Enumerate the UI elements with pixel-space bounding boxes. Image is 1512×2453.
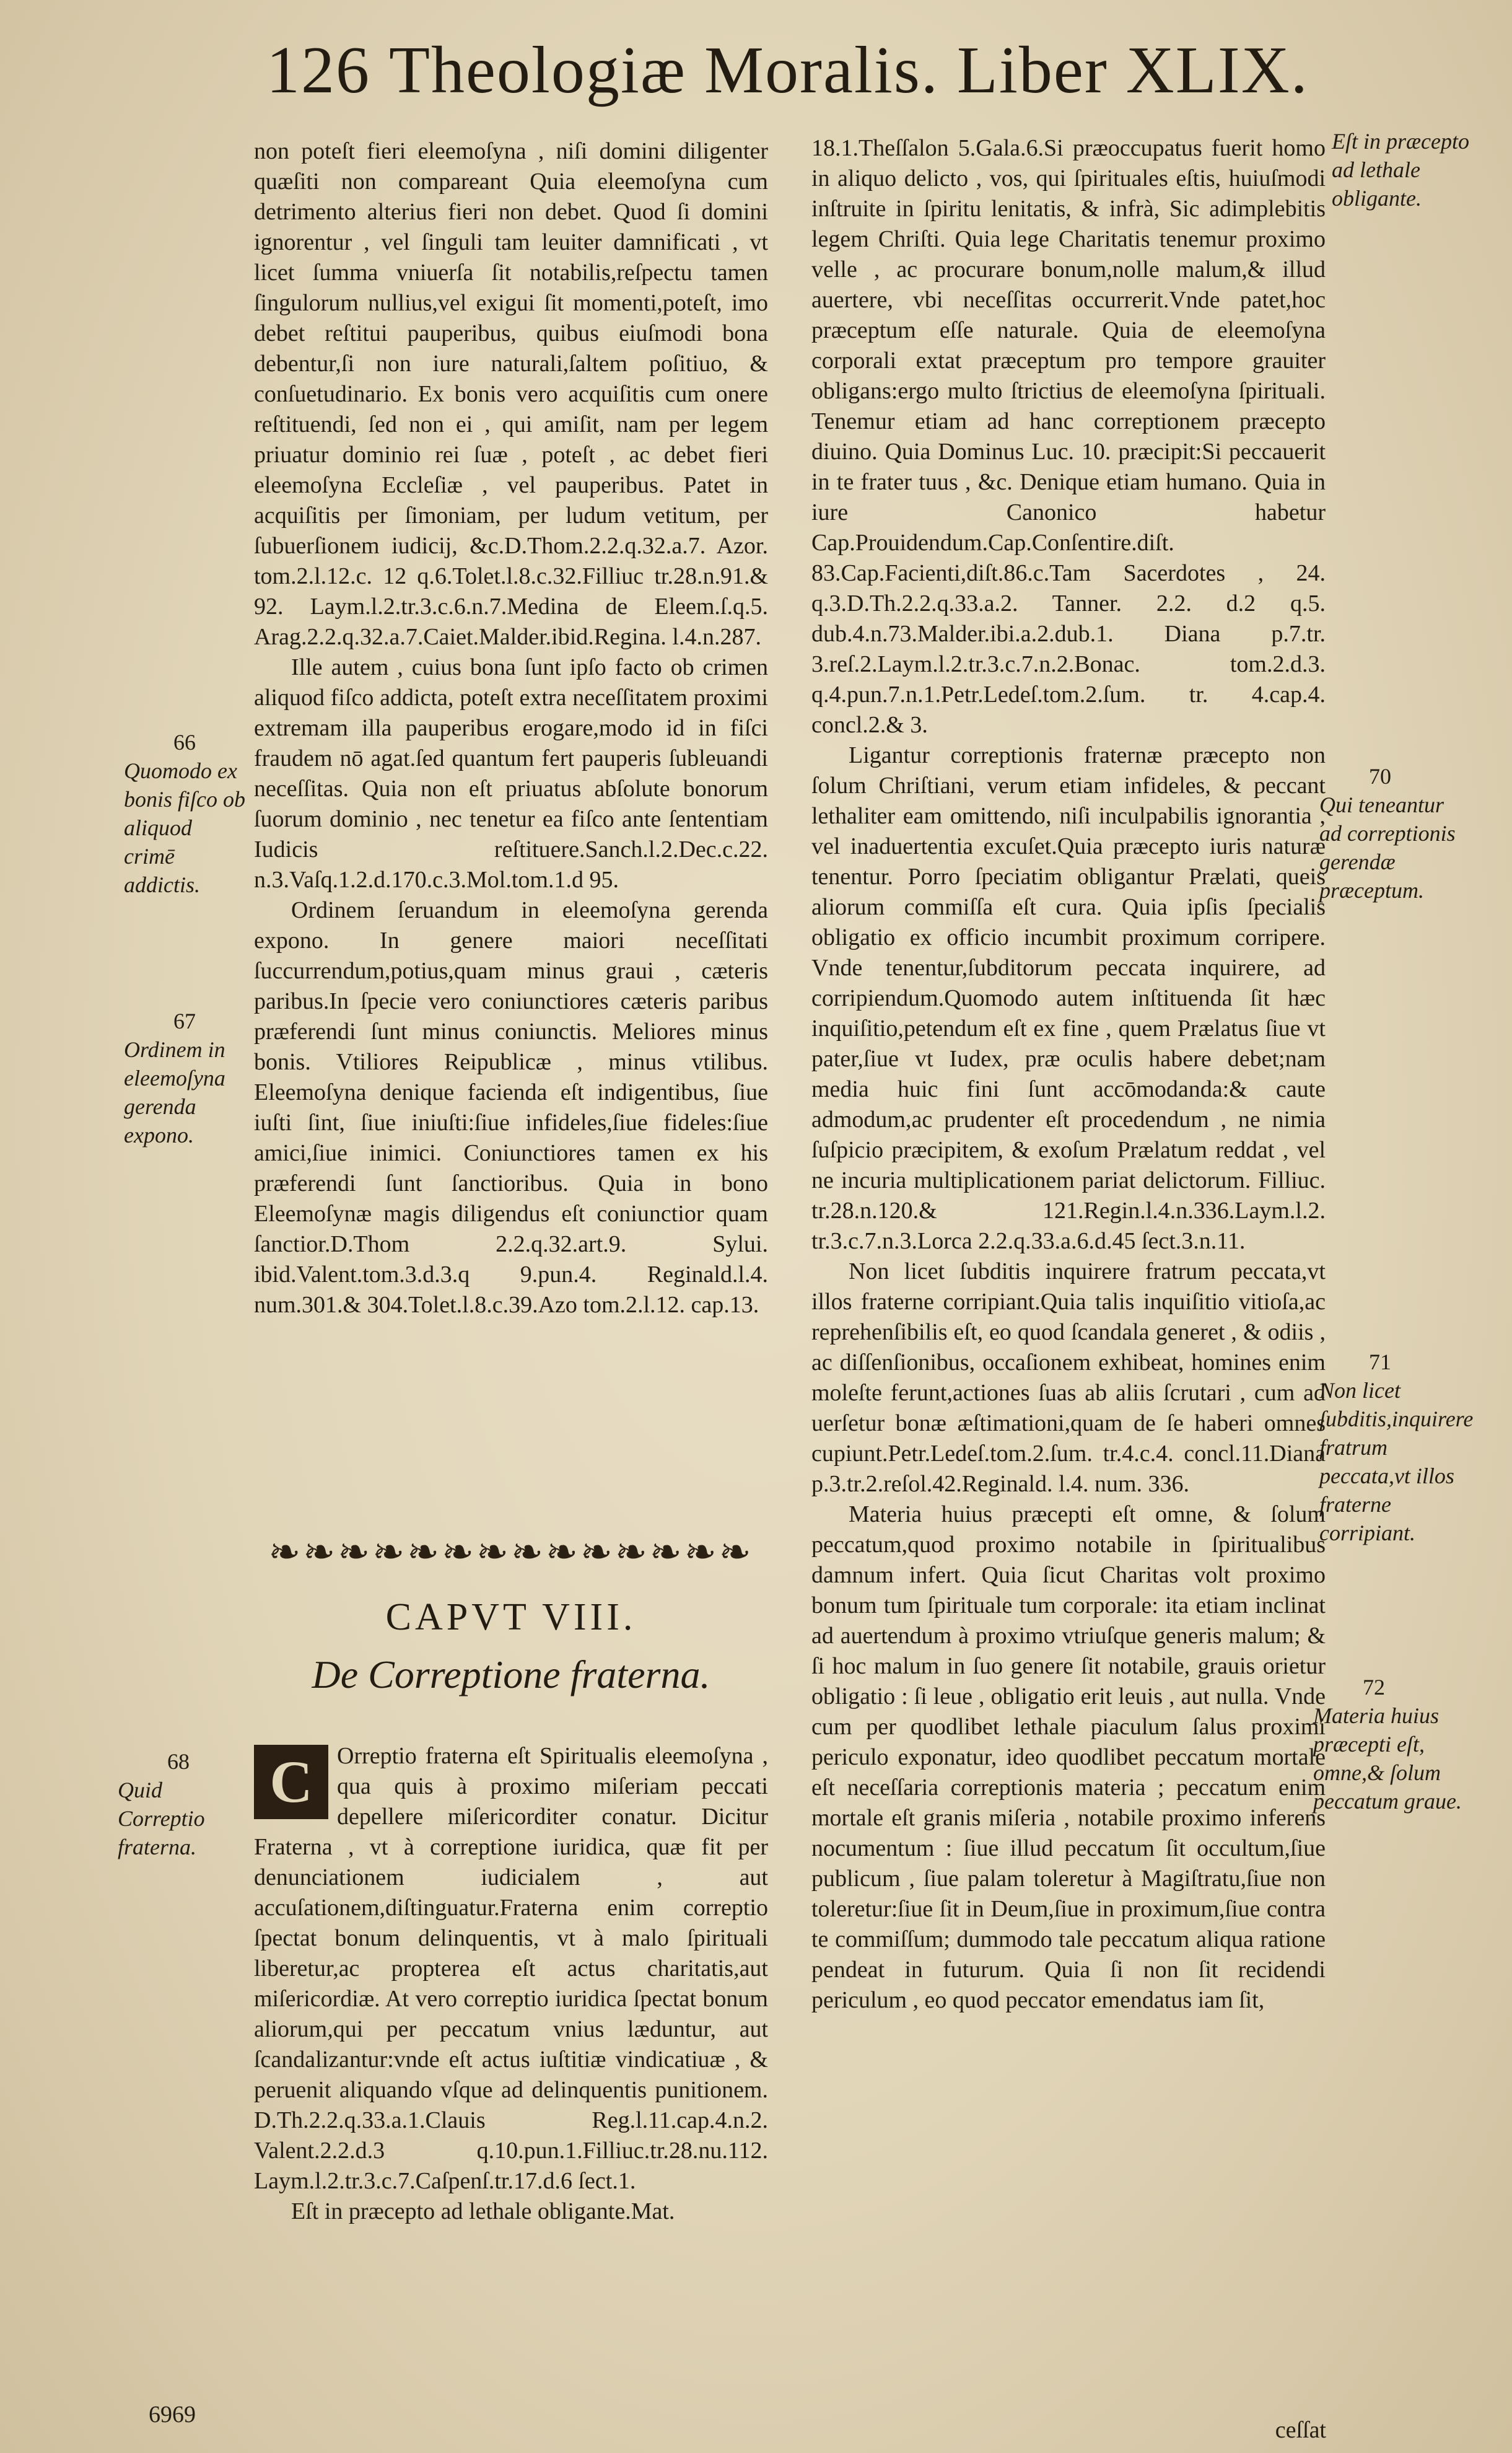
chapter-heading <box>254 1595 768 1698</box>
running-title: Theologiæ Moralis. Liber XLIX. <box>389 33 1309 107</box>
catchword: ceſſat <box>1275 2417 1326 2443</box>
margin-note-praecepto: Eſt in præcepto ad lethale obligante. <box>1332 129 1469 211</box>
margin-note-70: 70 Qui teneantur ad correptionis gerendæ præceptum. <box>1319 764 1456 903</box>
paragraph: Ille autem , cuius bona ſunt ipſo facto ob crimen aliquod fiſco addicta, poteſt extra neceſſitatem proximi extremam illa pauperibus erogare,modo id in fiſci fraudem nō agat.ſed quantum fert pauperis ſubleuandi neceſſitas. Quia non eſt priuatus abſolute bonorum ſuorum dominio , nec tenetur ea fiſco ante ſententiam Iudicis reſtituere.Sanch.l.2.Dec.c.22. n.3.Vaſq.1.2.d.170.c.3.Mol.tom.1.d 95. <box>254 654 768 893</box>
right-text-column <box>811 133 1326 2016</box>
chapter-subtitle: De Correptione fraterna. <box>312 1652 710 1696</box>
chapter-title: CAPVT VIII. <box>385 1596 637 1638</box>
page-number: 126 <box>266 33 370 107</box>
margin-note-72: 72 Materia huius præcepti eſt, omne,& ſolum peccatum graue. <box>1313 1675 1462 1814</box>
paragraph: Ordinem ſeruandum in eleemoſyna gerenda expono. In genere maiori neceſſitati ſuccurrendum,potius,quam minus graui , cæteris paribus.In ſpecie vero coniunctiores cæteris paribus præferendi ſunt minus coniunctis. Meliores minus bonis. Vtiliores Reipublicæ , minus vtilibus. Eleemoſyna denique facienda eſt indigentibus, ſiue iuſti ſint, ſiue iniuſti:ſiue infideles,ſiue fideles:ſiue amici,ſiue inimici. Coniunctiores tamen ex his præferendi ſunt ſanctioribus. Quia in bono Eleemoſynæ magis diligendus eſt coniunctior quam ſanctior.D.Thom 2.2.q.32.art.9. Sylui. ibid.Valent.tom.3.d.3.q 9.pun.4. Reginald.l.4. num.301.& 304.Tolet.l.8.c.39.Azo tom.2.l.12. cap.13. <box>254 897 768 1318</box>
paragraph: Eſt in præcepto ad lethale obligante.Mat. <box>291 2198 675 2224</box>
margin-number-69: 6969 <box>149 2402 196 2428</box>
decorative-ornament-band: ❧❧❧❧❧❧❧❧❧❧❧❧❧❧ <box>268 1529 754 1574</box>
paragraph: Non licet ſubditis inquirere fratrum peccata,vt illos fraterne corripiant.Quia talis inquiſitio vitioſa,ac reprehenſibilis eſt, eo quod ſcandala generet , & odiis , ac diſſenſionibus, occaſionem exhibeat, homines enim moleſte ferunt,actiones ſuas ab aliis ſcrutari , cum ad uerſetur bonæ æſtimationi,quam de ſe haberi omnes cupiunt.Petr.Ledeſ.tom.2.ſum. tr.4.c.4. concl.11.Diana p.3.tr.2.reſol.42.Reginald. l.4. num. 336. <box>811 1258 1326 1497</box>
paragraph: Ligantur correptionis fraternæ præcepto non ſolum Chriſtiani, verum etiam infideles, & peccant lethaliter eam omittendo, niſi inculpabilis ignorantia , vel inaduertentia excuſet.Quia præcepto iuris naturæ tenentur. Porro ſpeciatim obligantur Prælati, queis aliorum commiſſa eſt cura. Quia ipſis ſpecialis obligatio ex officio incumbit proximum corripere. Vnde tenentur,ſubditorum peccata inquirere, ad corripiendum.Quomodo autem inſtituenda ſit hæc inquiſitio,petendum eſt ex fine , quem Prælatus ſiue vt pater,ſiue vt Iudex, præ oculis habere debet;nam media huic fini ſunt accōmodanda:& caute admodum,ac prudenter eſt procedendum , ne nimia ſuſpicio præcipitem, & exoſum Prælatum reddat , vel ne incuria multiplicationem pariat delictorum. Filliuc. tr.28.n.120.& 121.Regin.l.4.n.336.Laym.l.2. tr.3.c.7.n.3.Lorca 2.2.q.33.a.6.d.45 ſect.3.n.11. <box>811 742 1326 1254</box>
drop-capital: C <box>254 1745 328 1819</box>
paragraph: 18.1.Theſſalon 5.Gala.6.Si præoccupatus fuerit homo in aliquo delicto , vos, qui ſpirituales eſtis, huiuſmodi inſtruite in ſpiritu lenitatis, & infrà, Sic adimplebitis legem Chriſti. Quia lege Charitatis tenemur proximo velle , ac procurare bonum,nolle malum,& illud auertere, vbi neceſſitas occurrerit.Vnde patet,hoc præceptum eſſe naturale. Quia de eleemoſyna corporali extat præceptum pro tempore grauiter obligans:ergo multo ſtrictius de eleemoſyna ſpirituali. Tenemur etiam ad hanc correptionem præcepto diuino. Quia Dominus Luc. 10. præcipit:Si peccauerit in te frater tuus , &c. Denique etiam humano. Quia in iure Canonico habetur Cap.Prouidendum.Cap.Conſentire.diſt. 83.Cap.Facienti,diſt.86.c.Tam Sacerdotes , 24. q.3.D.Th.2.2.q.33.a.2. Tanner. 2.2. d.2 q.5. dub.4.n.73.Malder.ibi.a.2.dub.1. Diana p.7.tr. 3.reſ.2.Laym.l.2.tr.3.c.7.n.2.Bonac. tom.2.d.3. q.4.pun.7.n.1.Petr.Ledeſ.tom.2.ſum. tr. 4.cap.4. concl.2.& 3. <box>811 135 1326 738</box>
margin-note-67: 67 Ordinem in eleemoſyna gerenda expono. <box>124 1009 225 1148</box>
margin-note-71: 71 Non licet ſubditis,inquirere fratrum peccata,vt illos fraterne corripiant. <box>1319 1349 1474 1545</box>
running-header <box>266 32 1350 131</box>
margin-note-68: 68 Quid Correptio fraterna. <box>118 1749 205 1859</box>
paragraph-with-dropcap: C Orreptio fraterna eſt Spiritualis eleemoſyna , qua quis à proximo miſeriam peccati depellere miſericorditer conatur. Dicitur Fraterna , vt à correptione iuridica, quæ fit per denunciationem iudicialem , aut accuſationem,diſtinguatur.Fraterna enim correptio ſpectat bonum delinquentis, vt à malo ſpirituali liberetur,ac propterea eſt actus charitatis,aut miſericordiæ. At vero correptio iuridica ſpectat bonum aliorum,qui per peccatum vnius læduntur, aut ſcandalizantur:vnde eſt actus iuſtitiæ vindicatiuæ , & peruenit aliquando vſque ad delinquentis punitionem. D.Th.2.2.q.33.a.1.Clauis Reg.l.11.cap.4.n.2. Valent.2.2.d.3 q.10.pun.1.Filliuc.tr.28.nu.112. Laym.l.2.tr.3.c.7.Caſpenſ.tr.17.d.6 ſect.1. <box>254 1743 768 2194</box>
left-text-column-lower <box>254 1741 768 2227</box>
paragraph: Materia huius præcepti eſt omne, & ſolum peccatum,quod proximo notabile in ſpiritualibus damnum infert. Quia ſicut Charitas volt proximo bonum tum ſpirituale tum corporale: ita etiam inclinat ad auertendum à proximo vtriuſque generis malum; & ſi hoc malum in ſuo genere ſit notabile, grauis orietur obligatio : ſi leue , obligatio erit leuis , aut nulla. Vnde cum per quodlibet lethale piaculum ſalus proximi periculo exponatur, ideo quodlibet peccatum mortale eſt neceſſaria correptionis materia ; peccatum enim mortale eſt granis miſeria , notabile proximo inferens nocumentum : ſiue illud peccatum ſit occultum,ſiue publicum , ſiue palam toleretur à Magiſtratu,ſiue non toleretur:ſiue ſit in Deum,ſiue in proximum,ſiue contra te commiſſum; dummodo tale peccatum aliqua ratione pendeat in futurum. Quia ſi non ſit recidendi periculum , eo quod peccator emendatus iam ſit, <box>811 1501 1326 2013</box>
left-text-column <box>254 136 768 1320</box>
paragraph: non poteſt fieri eleemoſyna , niſi domini diligenter quæſiti non compareant Quia eleemoſyna cum detrimento alterius fieri non debet. Quod ſi domini ignorentur , vel ſinguli tam leuiter damnificati , vt licet ſumma vniuerſa ſit notabilis,reſpectu tamen ſingulorum nullius,vel exigui ſit momenti,poteſt, imo debet reſtitui pauperibus, quibus eiuſmodi bona debentur,ſi non iure naturali,ſaltem poſitiuo, & conſuetudinario. Ex bonis vero acquiſitis cum onere reſtituendi, ſed non ei , qui amiſit, nam per legem priuatur dominio rei ſuæ , poteſt , ac debet fieri eleemoſyna Eccleſiæ , vel pauperibus. Patet in acquiſitis per ſimoniam, per ludum vetitum, per ſubuerſionem iudicij, &c.D.Thom.2.2.q.32.a.7. Azor. tom.2.l.12.c. 12 q.6.Tolet.l.8.c.32.Filliuc tr.28.n.91.& 92. Laym.l.2.tr.3.c.6.n.7.Medina de Eleem.ſ.q.5. Arag.2.2.q.32.a.7.Caiet.Malder.ibid.Regina. l.4.n.287. <box>254 138 768 650</box>
margin-note-66: 66 Quomodo ex bonis fiſco ob aliquod crimē addictis. <box>124 730 245 897</box>
